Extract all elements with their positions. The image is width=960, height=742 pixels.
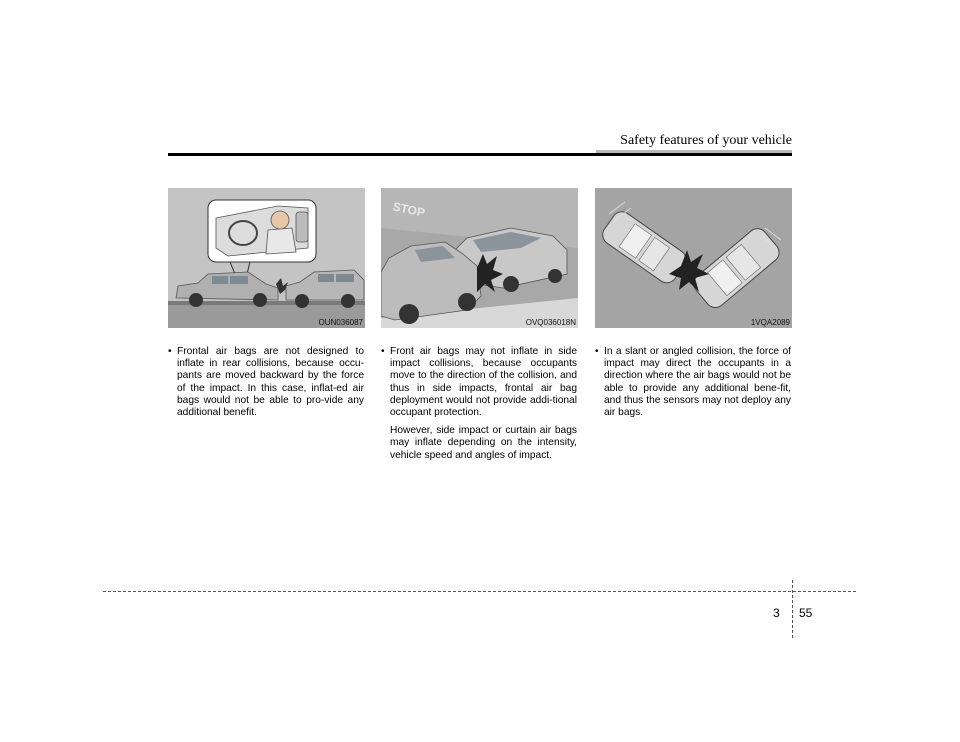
- section-title: Safety features of your vehicle: [620, 133, 792, 148]
- bullet-item: [168, 346, 364, 419]
- column-1-text: [168, 346, 364, 425]
- column-2-text: [381, 346, 577, 468]
- continuation-paragraph: However, side impact or curtain air bags may inflate depending on the intensity, vehicle speed and angles of impact.: [390, 425, 577, 461]
- side-impact-illustration: [381, 188, 578, 328]
- figure-side-impact: [381, 188, 578, 328]
- svg-text:STOP: STOP: [391, 199, 427, 220]
- figure-code: 1VQA2089: [750, 318, 790, 327]
- bullet-icon: •: [381, 346, 385, 357]
- chapter-number: 3: [773, 606, 780, 620]
- rear-collision-illustration: [168, 188, 365, 328]
- footer-rule: [103, 591, 856, 592]
- bullet-text: Frontal air bags are not designed to inflate in rear collisions, because occu-pants are moved backward by the force of the impact. In this case, inflat-ed air bags would not be able to pro-vide any additional benefit.: [177, 346, 364, 419]
- footer-divider: [792, 580, 793, 638]
- column-3-text: [595, 346, 791, 425]
- bullet-item: [595, 346, 791, 419]
- bullet-icon: •: [168, 346, 172, 357]
- header-rule: [168, 153, 792, 156]
- figure-rear-collision: [168, 188, 365, 328]
- bullet-text: Front air bags may not inflate in side impact collisions, because occupants move to the direction of the collision, and thus in side impacts, frontal air bag deployment would not provide addi-tional occupant protection.: [390, 346, 577, 419]
- page-number: 55: [799, 606, 813, 620]
- bullet-icon: •: [595, 346, 599, 357]
- bullet-item: [381, 346, 577, 419]
- angled-collision-illustration: [595, 188, 792, 328]
- bullet-text: In a slant or angled collision, the force of impact may direct the occupants in a direction where the air bags would not be able to provide any additional bene-fit, and thus the sensors may not deploy any air bags.: [604, 346, 791, 419]
- figure-code: OVQ036018N: [525, 318, 576, 327]
- figure-code: OUN036087: [318, 318, 363, 327]
- figure-angled-collision: [595, 188, 792, 328]
